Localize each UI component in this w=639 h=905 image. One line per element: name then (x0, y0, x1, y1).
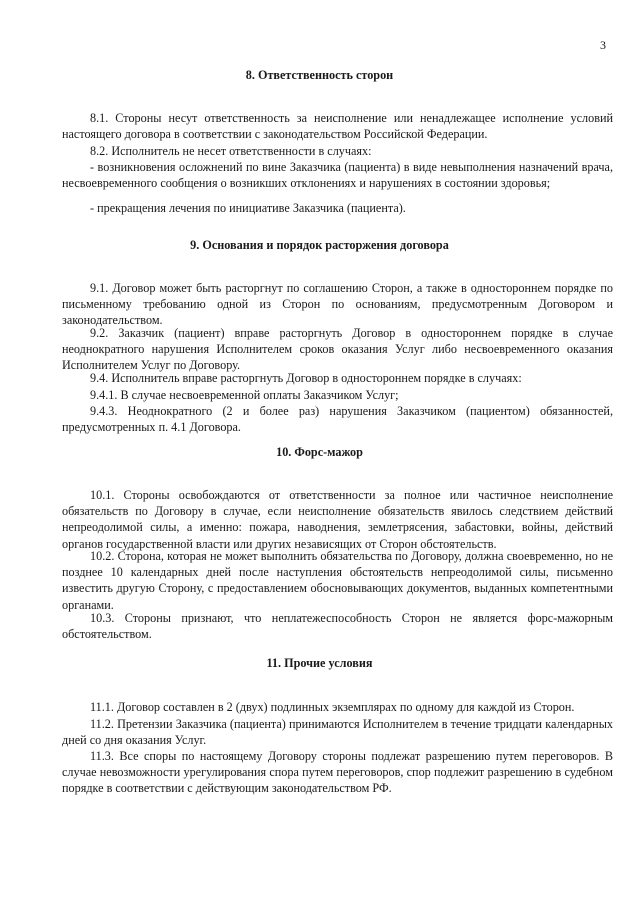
clause-11-2: 11.2. Претензии Заказчика (пациента) принимаются Исполнителем в течение тридцати календарных дней со дня оказания Услуг. (62, 717, 613, 748)
clause-9-4-3: 9.4.3. Неоднократного (2 и более раз) нарушения Заказчиком (пациентом) обязанностей, предусмотренных п. 4.1 Договора. (62, 404, 613, 435)
section-10-title: 10. Форс-мажор (276, 445, 363, 459)
clause-11-1: 11.1. Договор составлен в 2 (двух) подлинных экземплярах по одному для каждой из Сторон. (90, 700, 575, 714)
clause-9-4-1: 9.4.1. В случае несвоевременной оплаты Заказчиком Услуг; (90, 388, 399, 402)
clause-8-2-item-2: - прекращения лечения по инициативе Заказчика (пациента). (90, 201, 406, 215)
clause-9-4: 9.4. Исполнитель вправе расторгнуть Договор в одностороннем порядке в случаях: (90, 371, 522, 385)
clause-9-2: 9.2. Заказчик (пациент) вправе расторгнуть Договор в одностороннем порядке в случае неоднократного нарушения Исполнителем сроков оказания Услуг либо несвоевременного оказания Исполнителем Услуг по Договору. (62, 326, 613, 373)
section-11-title: 11. Прочие условия (266, 656, 373, 670)
clause-8-2-item-1: - возникновения осложнений по вине Заказчика (пациента) в виде невыполнения назначений врача, несвоевременного сообщения о возникших отклонениях и нарушениях в состоянии здоровья; (62, 160, 613, 191)
clause-10-3: 10.3. Стороны признают, что неплатежеспособность Сторон не является форс-мажорным обстоятельством. (62, 611, 613, 642)
page-number: 3 (600, 38, 606, 52)
clause-11-3: 11.3. Все споры по настоящему Договору стороны подлежат разрешению путем переговоров. В случае невозможности урегулирования спора путем переговоров, спор подлежит разрешению в судебном порядке в соответствии с действующим законодательством РФ. (62, 749, 613, 796)
section-9-title: 9. Основания и порядок расторжения договора (190, 238, 449, 252)
clause-10-2: 10.2. Сторона, которая не может выполнить обязательства по Договору, должна своевременно, но не позднее 10 календарных дней после наступления обстоятельств непреодолимой силы, письменно известить другую Сторону, с предоставлением обосновывающих документов, выданных компетентными органами. (62, 549, 613, 612)
clause-9-1: 9.1. Договор может быть расторгнут по соглашению Сторон, а также в одностороннем порядке по письменному требованию одной из Сторон по основаниям, предусмотренным Договором и законодательством. (62, 281, 613, 328)
clause-8-1: 8.1. Стороны несут ответственность за неисполнение или ненадлежащее исполнение условий настоящего договора в соответствии с законодательством Российской Федерации. (62, 111, 613, 142)
section-8-title: 8. Ответственность сторон (245, 68, 394, 82)
clause-10-1: 10.1. Стороны освобождаются от ответственности за полное или частичное неисполнение обязательств по Договору в случае, если неисполнение обязательств явилось следствием действий непреодолимой силы, а именно: пожара, наводнения, землетрясения, забастовки, войны, действий органов государственной власти или других независящих от Сторон обстоятельств. (62, 488, 613, 551)
clause-8-2: 8.2. Исполнитель не несет ответственности в случаях: (90, 144, 372, 158)
